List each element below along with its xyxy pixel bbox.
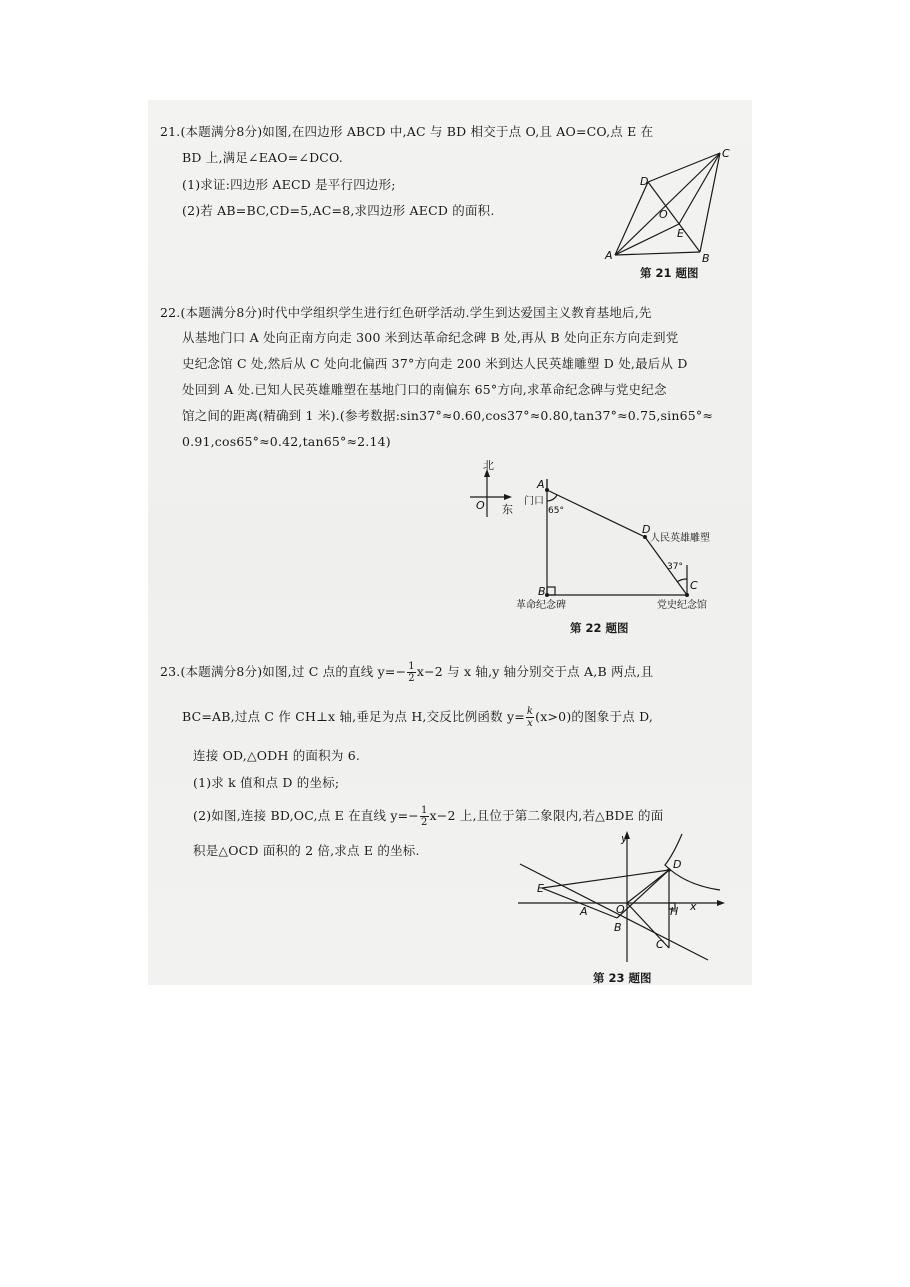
q21-label-B: B xyxy=(702,252,710,265)
q23-line1 xyxy=(160,657,653,687)
q23-line1-start: 23.(本题满分8分)如图,过 C 点的直线 y=− xyxy=(160,664,407,679)
q22-statue-label: 人民英雄雕塑 xyxy=(650,533,710,544)
q23-label-H: H xyxy=(670,905,679,918)
q22-museum-label: 党史纪念馆 xyxy=(657,600,707,611)
q23-fraction-kx xyxy=(526,706,534,729)
q23-part1: (1)求 k 值和点 D 的坐标; xyxy=(193,775,340,790)
q21-label-C: C xyxy=(722,147,730,160)
q22-east-label: 东 xyxy=(502,503,513,516)
frac-den: 2 xyxy=(408,673,415,684)
q23-line3: 连接 OD,△ODH 的面积为 6. xyxy=(193,748,361,763)
q22-angle37: 37° xyxy=(667,562,683,572)
q22-line5: 馆之间的距离(精确到 1 米).(参考数据:sin37°≈0.60,cos37°≈0.80,tan37°≈0.75,sin65°≈ xyxy=(182,408,714,423)
q23-part2-start: (2)如图,连接 BD,OC,点 E 在直线 y=− xyxy=(193,808,419,823)
q21-part1: (1)求证:四边形 AECD 是平行四边形; xyxy=(182,177,396,192)
q23-line2-start: BC=AB,过点 C 作 CH⊥x 轴,垂足为点 H,交反比例函数 y= xyxy=(182,709,525,724)
q21-part2: (2)若 AB=BC,CD=5,AC=8,求四边形 AECD 的面积. xyxy=(182,203,495,218)
q23-caption: 第 23 题图 xyxy=(593,971,652,985)
q22-label-D: D xyxy=(642,523,651,536)
q21-line2: BD 上,满足∠EAO=∠DCO. xyxy=(182,150,343,165)
q23-label-D: D xyxy=(673,858,682,871)
q23-fraction-half xyxy=(407,661,416,684)
q21-label-D: D xyxy=(640,175,649,188)
q22-label-C: C xyxy=(690,579,698,592)
q23-label-O: O xyxy=(616,903,625,916)
q23-figure xyxy=(515,830,735,965)
q23-fraction-half-2 xyxy=(420,805,429,828)
q22-line1: 22.(本题满分8分)时代中学组织学生进行红色研学活动.学生到达爱国主义教育基地后,先 xyxy=(160,305,652,320)
frac-num: 1 xyxy=(420,805,428,816)
q22-line6: 0.91,cos65°≈0.42,tan65°≈2.14) xyxy=(182,434,391,449)
q22-label-A: A xyxy=(537,478,545,491)
q23-line2 xyxy=(182,702,653,732)
frac-den: 2 xyxy=(420,817,428,828)
q21-label-E: E xyxy=(677,227,684,240)
frac-den: x xyxy=(527,718,533,729)
q23-part3: 积是△OCD 面积的 2 倍,求点 E 的坐标. xyxy=(193,843,420,858)
q22-angle65: 65° xyxy=(548,506,564,516)
q23-label-B: B xyxy=(614,921,622,934)
q22-monument-label: 革命纪念碑 xyxy=(516,600,566,611)
q23-label-E: E xyxy=(537,882,544,895)
frac-num: k xyxy=(526,706,534,717)
q23-line1-end: x−2 与 x 轴,y 轴分别交于点 A,B 两点,且 xyxy=(416,664,654,679)
q22-caption: 第 22 题图 xyxy=(570,621,629,635)
q22-gate-label: 门口 xyxy=(524,496,544,507)
q21-caption: 第 21 题图 xyxy=(640,266,699,280)
q23-label-A: A xyxy=(580,905,588,918)
q23-line2-end: (x>0)的图象于点 D, xyxy=(535,709,654,724)
q22-label-B: B xyxy=(538,585,546,598)
frac-num: 1 xyxy=(408,661,415,672)
q21-label-O: O xyxy=(659,208,668,221)
q23-part2-end: x−2 上,且位于第二象限内,若△BDE 的面 xyxy=(429,808,664,823)
q21-label-A: A xyxy=(605,249,613,262)
q23-axis-x: x xyxy=(690,900,697,913)
q21-figure xyxy=(600,145,740,270)
q22-line3: 史纪念馆 C 处,然后从 C 处向北偏西 37°方向走 200 米到达人民英雄雕塑 D 处,最后从 D xyxy=(182,356,688,371)
q22-line4: 处回到 A 处.已知人民英雄雕塑在基地门口的南偏东 65°方向,求革命纪念碑与党史纪念 xyxy=(182,382,667,397)
q22-line2: 从基地门口 A 处向正南方向走 300 米到达革命纪念碑 B 处,再从 B 处向正东方向走到党 xyxy=(182,330,679,345)
q23-label-C: C xyxy=(656,938,664,951)
q22-origin-label: O xyxy=(476,499,485,512)
q23-axis-y: y xyxy=(621,832,628,845)
q22-figure xyxy=(462,455,732,615)
q23-part2 xyxy=(193,801,663,831)
q22-north-label: 北 xyxy=(483,459,494,472)
q21-line1: 21.(本题满分8分)如图,在四边形 ABCD 中,AC 与 BD 相交于点 O,且 AO=CO,点 E 在 xyxy=(160,124,654,139)
